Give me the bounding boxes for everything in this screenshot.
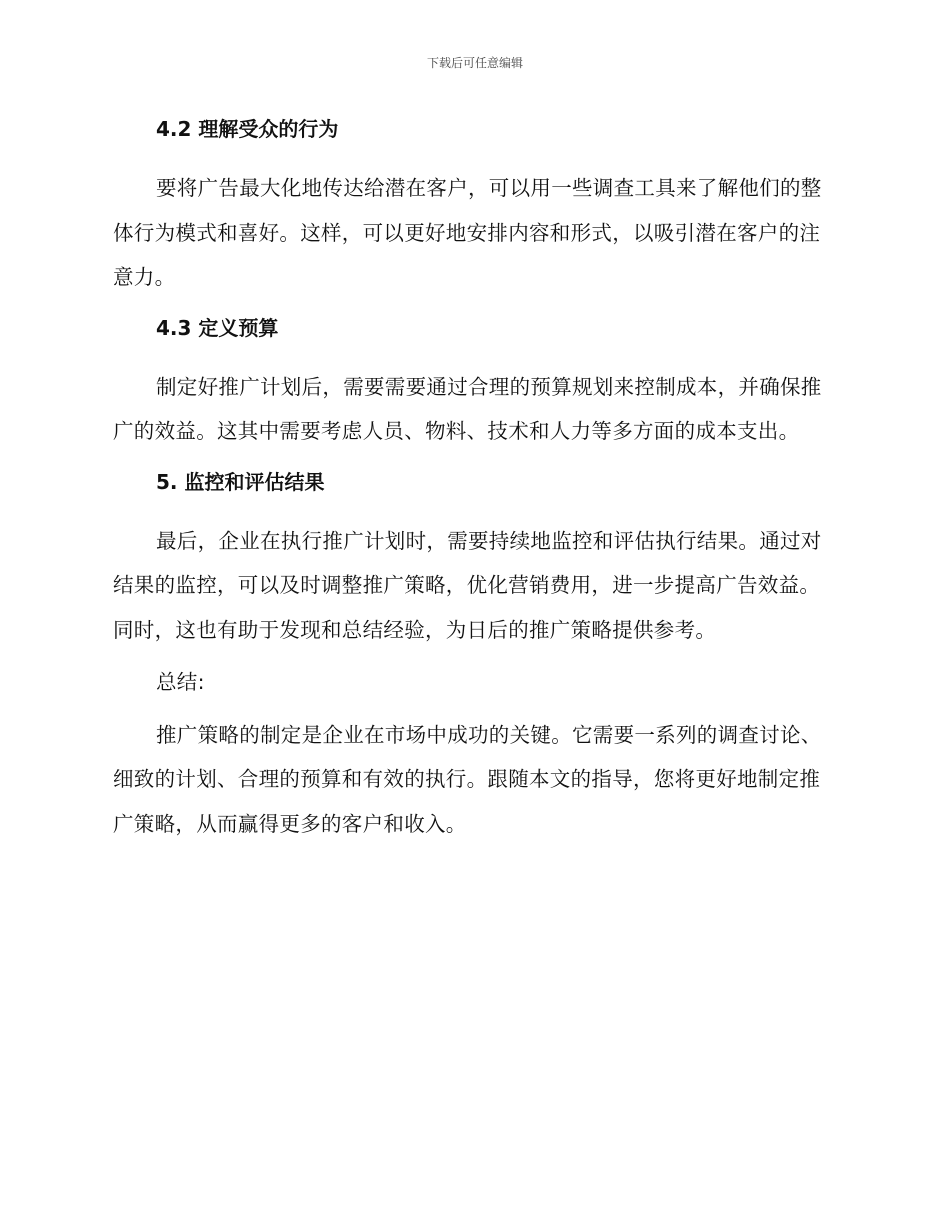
summary-paragraph: 推广策略的制定是企业在市场中成功的关键。它需要一系列的调查讨论、细致的计划、合理的预算和有效的执行。跟随本文的指导，您将更好地制定推广策略，从而赢得更多的客户和收入。 [113,722,822,836]
section-heading-4-3: 4.3 定义预算 [156,315,279,340]
document-body [113,112,833,846]
section-heading-5: 5. 监控和评估结果 [156,469,325,494]
summary-label: 总结: [156,670,205,694]
section-heading-4-2: 4.2 理解受众的行为 [156,117,339,141]
section-paragraph-4-2: 要将广告最大化地传达给潜在客户，可以用一些调查工具来了解他们的整体行为模式和喜好。这样，可以更好地安排内容和形式，以吸引潜在客户的注意力。 [113,176,822,289]
section-paragraph-4-3: 制定好推广计划后，需要需要通过合理的预算规划来控制成本，并确保推广的效益。这其中需要考虑人员、物料、技术和人力等多方面的成本支出。 [113,374,822,443]
page-header-note: 下载后可任意编辑 [426,56,523,70]
section-paragraph-5: 最后，企业在执行推广计划时，需要持续地监控和评估执行结果。通过对结果的监控，可以及时调整推广策略，优化营销费用，进一步提高广告效益。同时，这也有助于发现和总结经验，为日后的推广策略提供参考。 [113,528,822,642]
